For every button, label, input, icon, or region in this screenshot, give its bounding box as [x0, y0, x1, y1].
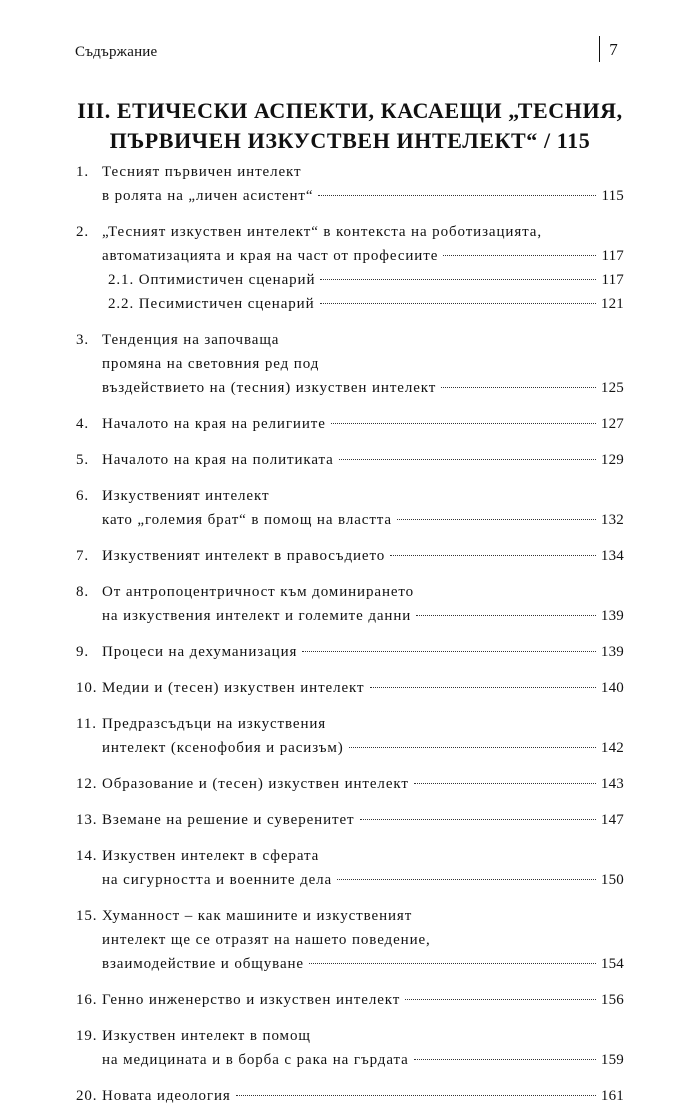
toc-title-line: Генно инженерство и изкуствен интелект	[102, 992, 401, 1008]
toc-page: 129	[600, 452, 624, 468]
toc-subentry-2-2[interactable]	[102, 292, 624, 316]
toc-number: 7.	[76, 548, 90, 564]
toc-number: 4.	[76, 416, 90, 432]
toc-entry-3[interactable]	[76, 328, 624, 400]
toc-title-line: Изкуственият интелект	[102, 488, 270, 504]
toc-title-line: От антропоцентричност към доминирането	[102, 584, 415, 600]
dot-leader	[309, 963, 596, 964]
toc-entry-13[interactable]	[76, 808, 624, 832]
toc-number: 8.	[76, 584, 90, 600]
toc-page: 140	[600, 680, 624, 696]
toc-entry-11[interactable]	[76, 712, 624, 760]
toc-page: 142	[600, 740, 624, 756]
toc-entry-15[interactable]	[76, 904, 624, 976]
toc-page: 117	[601, 248, 624, 264]
toc-number: 19.	[76, 1028, 98, 1044]
dot-leader	[320, 303, 596, 304]
toc-title-line: Изкуственият интелект в правосъдието	[102, 548, 386, 564]
dot-leader	[337, 879, 596, 880]
toc-entry-5[interactable]	[76, 448, 624, 472]
toc-subentry-2-1[interactable]	[102, 268, 624, 292]
toc-number: 9.	[76, 644, 90, 660]
toc-page: 139	[600, 644, 624, 660]
toc-page: 121	[600, 296, 624, 312]
toc-title-line: взаимодействие и общуване	[102, 956, 304, 972]
toc-title-line: Медии и (тесен) изкуствен интелект	[102, 680, 365, 696]
toc-title-line: на медицината и в борба с рака на гърдата	[102, 1052, 409, 1068]
toc-number: 11.	[76, 716, 97, 732]
running-head-section: Съдържание	[75, 44, 158, 60]
toc-page: 115	[601, 188, 624, 204]
header-divider	[599, 36, 600, 62]
toc-title-line: Изкуствен интелект в сферата	[102, 848, 320, 864]
toc-title-line: Предразсъдъци на изкуствения	[102, 716, 327, 732]
toc-title-line: Образование и (тесен) изкуствен интелект	[102, 776, 409, 792]
table-of-contents	[76, 160, 624, 1120]
dot-leader	[318, 195, 596, 196]
dot-leader	[414, 1059, 596, 1060]
chapter-title-line: III. ЕТИЧЕСКИ АСПЕКТИ, КАСАЕЩИ „ТЕСНИЯ,	[77, 98, 623, 123]
dot-leader	[441, 387, 596, 388]
dot-leader	[397, 519, 596, 520]
toc-title-line: Тесният първичен интелект	[102, 164, 302, 180]
dot-leader	[302, 651, 596, 652]
toc-number: 10.	[76, 680, 98, 696]
toc-title-line: интелект ще се отразят на нашето поведение,	[102, 932, 431, 948]
toc-title-line: Хуманност – как машините и изкуственият	[102, 908, 413, 924]
toc-number: 16.	[76, 992, 98, 1008]
toc-subentry-title: 2.2. Песимистичен сценарий	[108, 296, 315, 312]
dot-leader	[390, 555, 596, 556]
toc-page: 154	[600, 956, 624, 972]
toc-page: 132	[600, 512, 624, 528]
toc-number: 1.	[76, 164, 90, 180]
toc-entry-7[interactable]	[76, 544, 624, 568]
toc-number: 2.	[76, 224, 90, 240]
toc-title-line: Изкуствен интелект в помощ	[102, 1028, 311, 1044]
toc-number: 12.	[76, 776, 98, 792]
toc-entry-10[interactable]	[76, 676, 624, 700]
toc-entry-16[interactable]	[76, 988, 624, 1012]
toc-title-line: на изкуствения интелект и големите данни	[102, 608, 412, 624]
toc-entry-19[interactable]	[76, 1024, 624, 1072]
toc-entry-20[interactable]	[76, 1084, 624, 1108]
toc-title-line: Вземане на решение и суверенитет	[102, 812, 355, 828]
toc-page: 161	[600, 1088, 624, 1104]
chapter-title	[60, 96, 640, 156]
toc-entry-2[interactable]	[76, 220, 624, 316]
toc-page: 134	[600, 548, 624, 564]
toc-number: 15.	[76, 908, 98, 924]
toc-entry-12[interactable]	[76, 772, 624, 796]
dot-leader	[416, 615, 596, 616]
toc-title-line: промяна на световния ред под	[102, 356, 320, 372]
dot-leader	[320, 279, 596, 280]
toc-page: 125	[600, 380, 624, 396]
toc-page: 150	[600, 872, 624, 888]
dot-leader	[405, 999, 596, 1000]
toc-title-line: като „големия брат“ в помощ на властта	[102, 512, 392, 528]
toc-page: 143	[600, 776, 624, 792]
toc-title-line: на сигурността и военните дела	[102, 872, 333, 888]
toc-page: 127	[600, 416, 624, 432]
dot-leader	[443, 255, 596, 256]
toc-page: 139	[600, 608, 624, 624]
toc-title-line: Новата идеология	[102, 1088, 231, 1104]
toc-number: 5.	[76, 452, 90, 468]
toc-title-line: Началото на края на религиите	[102, 416, 326, 432]
toc-title-line: „Тесният изкуствен интелект“ в контекста на роботизацията,	[102, 224, 542, 240]
toc-title-line: автоматизацията и края на част от професиите	[102, 248, 439, 264]
page-number: 7	[609, 40, 618, 59]
toc-page: 147	[600, 812, 624, 828]
toc-number: 3.	[76, 332, 90, 348]
toc-entry-8[interactable]	[76, 580, 624, 628]
toc-page: 159	[600, 1052, 624, 1068]
dot-leader	[360, 819, 596, 820]
toc-entry-1[interactable]	[76, 160, 624, 208]
toc-title-line: интелект (ксенофобия и расизъм)	[102, 740, 344, 756]
toc-page: 156	[600, 992, 624, 1008]
toc-page: 117	[601, 272, 624, 288]
toc-title-line: Началото на края на политиката	[102, 452, 334, 468]
toc-title-line: въздействието на (тесния) изкуствен интелект	[102, 380, 437, 396]
toc-number: 13.	[76, 812, 98, 828]
toc-number: 20.	[76, 1088, 98, 1104]
dot-leader	[349, 747, 596, 748]
toc-title-line: Процеси на дехуманизация	[102, 644, 298, 660]
toc-title-line: в ролята на „личен асистент“	[102, 188, 314, 204]
dot-leader	[331, 423, 596, 424]
toc-title-line: Тенденция на започваща	[102, 332, 280, 348]
toc-number: 6.	[76, 488, 90, 504]
toc-number: 14.	[76, 848, 98, 864]
dot-leader	[370, 687, 596, 688]
toc-entry-9[interactable]	[76, 640, 624, 664]
toc-subentry-title: 2.1. Оптимистичен сценарий	[108, 272, 316, 288]
dot-leader	[339, 459, 596, 460]
toc-entry-14[interactable]	[76, 844, 624, 892]
dot-leader	[414, 783, 596, 784]
dot-leader	[236, 1095, 596, 1096]
toc-entry-6[interactable]	[76, 484, 624, 532]
chapter-title-line: ПЪРВИЧЕН ИЗКУСТВЕН ИНТЕЛЕКТ“ / 115	[109, 128, 591, 153]
toc-entry-4[interactable]	[76, 412, 624, 436]
